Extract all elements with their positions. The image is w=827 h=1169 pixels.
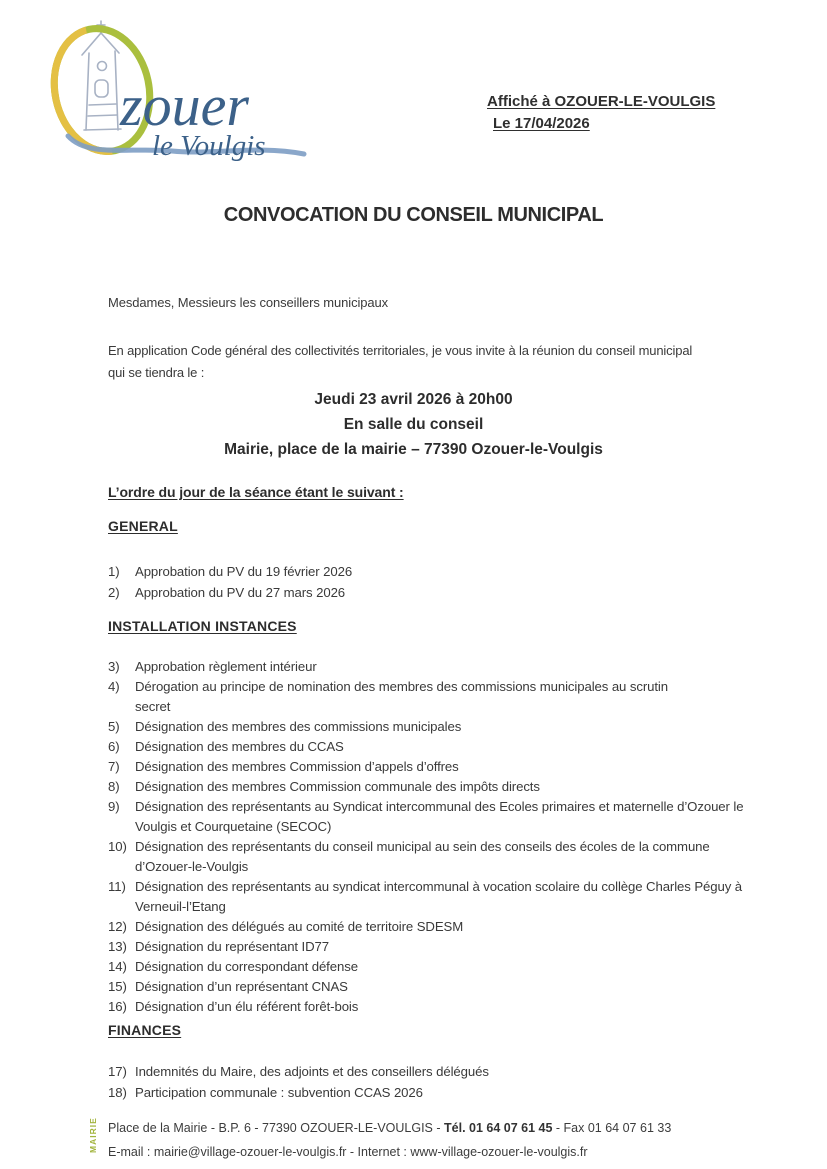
agenda-item-number: 3) bbox=[108, 659, 120, 674]
footer-contact-line: E-mail : mairie@village-ozouer-le-voulgis.fr - Internet : www-village-ozouer-le-voulgis.fr bbox=[108, 1145, 588, 1159]
agenda-item-number: 12) bbox=[108, 919, 127, 934]
agenda-list-installation bbox=[108, 657, 743, 1017]
agenda-item bbox=[108, 1062, 489, 1083]
intro-paragraph bbox=[108, 340, 692, 384]
commune-name-main: zouer bbox=[120, 73, 249, 138]
meeting-place: Mairie, place de la mairie – 77390 Ozouer-le-Voulgis bbox=[224, 441, 603, 458]
agenda-item bbox=[108, 977, 743, 997]
agenda-intro: L’ordre du jour de la séance étant le suivant : bbox=[108, 484, 404, 500]
agenda-item-number: 13) bbox=[108, 939, 127, 954]
page-title: CONVOCATION DU CONSEIL MUNICIPAL bbox=[223, 204, 604, 226]
agenda-item-number: 6) bbox=[108, 739, 120, 754]
agenda-item-number: 17) bbox=[108, 1064, 127, 1079]
footer-vertical-label: MAIRIE bbox=[88, 1117, 98, 1153]
agenda-item-text: Voulgis et Courquetaine (SECOC) bbox=[135, 819, 332, 834]
agenda-item-number: 10) bbox=[108, 839, 127, 854]
agenda-item bbox=[108, 957, 743, 977]
agenda-item-text: Désignation du représentant ID77 bbox=[135, 939, 330, 954]
agenda-item-text: Dérogation au principe de nomination des membres des commissions municipales au scrutin bbox=[135, 679, 668, 694]
intro-line: En application Code général des collectivités territoriales, je vous invite à la réunion du conseil municipal bbox=[108, 343, 693, 358]
meeting-datetime: Jeudi 23 avril 2026 à 20h00 bbox=[314, 391, 513, 408]
agenda-item-text: Désignation des représentants au Syndicat intercommunal des Ecoles primaires et maternelle d’Ozouer le bbox=[135, 799, 744, 814]
agenda-item bbox=[108, 717, 743, 737]
agenda-item-number: 16) bbox=[108, 999, 127, 1014]
stamp-date: Le 17/04/2026 bbox=[493, 115, 590, 132]
agenda-item-number: 14) bbox=[108, 959, 127, 974]
agenda-item bbox=[108, 877, 743, 917]
footer bbox=[108, 1116, 671, 1164]
agenda-item bbox=[108, 797, 743, 837]
agenda-item-text: Désignation des membres du CCAS bbox=[135, 739, 344, 754]
agenda-item-number: 15) bbox=[108, 979, 127, 994]
commune-logo-image bbox=[22, 8, 312, 168]
agenda-item bbox=[108, 737, 743, 757]
agenda-item-text: Désignation des représentants au syndicat intercommunal à vocation scolaire du collège Charles Péguy à bbox=[135, 879, 743, 894]
agenda-item-text: Participation communale : subvention CCAS 2026 bbox=[135, 1084, 423, 1100]
agenda-item-text: Désignation des délégués au comité de territoire SDESM bbox=[135, 919, 464, 934]
salutation: Mesdames, Messieurs les conseillers municipaux bbox=[108, 295, 389, 310]
agenda-item bbox=[108, 937, 743, 957]
agenda-item-text: d’Ozouer-le-Voulgis bbox=[135, 859, 249, 874]
meeting-room: En salle du conseil bbox=[343, 416, 484, 433]
agenda-list-general bbox=[108, 561, 352, 603]
agenda-item-text: Indemnités du Maire, des adjoints et des conseillers délégués bbox=[135, 1064, 489, 1079]
section-heading-general: GENERAL bbox=[108, 518, 178, 534]
agenda-item bbox=[108, 582, 352, 603]
agenda-item bbox=[108, 1083, 489, 1104]
agenda-item-text: Désignation d’un représentant CNAS bbox=[135, 979, 348, 994]
agenda-item-text: Désignation des représentants du conseil municipal au sein des conseils des écoles de la commune bbox=[135, 839, 710, 854]
agenda-item-number: 18) bbox=[108, 1084, 127, 1100]
agenda-item bbox=[108, 657, 743, 677]
commune-name-sub: le Voulgis bbox=[152, 130, 266, 162]
footer-fax: - Fax 01 64 07 61 33 bbox=[552, 1121, 672, 1135]
agenda-item-number: 1) bbox=[108, 564, 120, 579]
stamp-location: Affiché à OZOUER-LE-VOULGIS bbox=[487, 93, 716, 110]
section-heading-installation: INSTALLATION INSTANCES bbox=[108, 618, 297, 634]
agenda-item-text: Désignation d’un élu référent forêt-bois bbox=[135, 999, 359, 1014]
agenda-item-number: 8) bbox=[108, 779, 120, 794]
agenda-item-text: Désignation des membres des commissions municipales bbox=[135, 719, 462, 734]
agenda-item-text: Approbation du PV du 27 mars 2026 bbox=[135, 585, 346, 600]
agenda-item bbox=[108, 997, 743, 1017]
footer-address: Place de la Mairie - B.P. 6 - 77390 OZOUER-LE-VOULGIS - bbox=[108, 1121, 445, 1135]
agenda-item-number: 5) bbox=[108, 719, 120, 734]
agenda-item-number: 2) bbox=[108, 585, 120, 600]
agenda-item-text: Verneuil-l’Etang bbox=[135, 899, 226, 914]
agenda-item-number: 4) bbox=[108, 679, 120, 694]
agenda-item-text: Désignation des membres Commission d’appels d’offres bbox=[135, 759, 459, 774]
footer-address-line bbox=[108, 1116, 671, 1140]
agenda-item-text: Approbation règlement intérieur bbox=[135, 659, 317, 674]
intro-line: qui se tiendra le : bbox=[108, 365, 205, 380]
section-heading-finances: FINANCES bbox=[108, 1022, 182, 1038]
agenda-item-number: 9) bbox=[108, 799, 120, 814]
agenda-item-text: Approbation du PV du 19 février 2026 bbox=[135, 564, 353, 579]
agenda-item-number: 7) bbox=[108, 759, 120, 774]
agenda-item-text: Désignation du correspondant défense bbox=[135, 959, 358, 974]
agenda-item-text: Désignation des membres Commission communale des impôts directs bbox=[135, 779, 540, 794]
agenda-item bbox=[108, 837, 743, 877]
agenda-item bbox=[108, 917, 743, 937]
agenda-item bbox=[108, 777, 743, 797]
posting-stamp bbox=[487, 91, 715, 135]
church-tower-icon bbox=[82, 21, 121, 130]
meeting-details bbox=[0, 387, 827, 462]
agenda-list-finances bbox=[108, 1062, 489, 1103]
agenda-item-number: 11) bbox=[108, 879, 126, 894]
agenda-item-text: secret bbox=[135, 699, 171, 714]
footer-phone: Tél. 01 64 07 61 45 bbox=[444, 1121, 553, 1135]
agenda-item bbox=[108, 757, 743, 777]
commune-logo bbox=[22, 8, 312, 168]
agenda-item bbox=[108, 677, 743, 717]
agenda-item bbox=[108, 561, 352, 582]
